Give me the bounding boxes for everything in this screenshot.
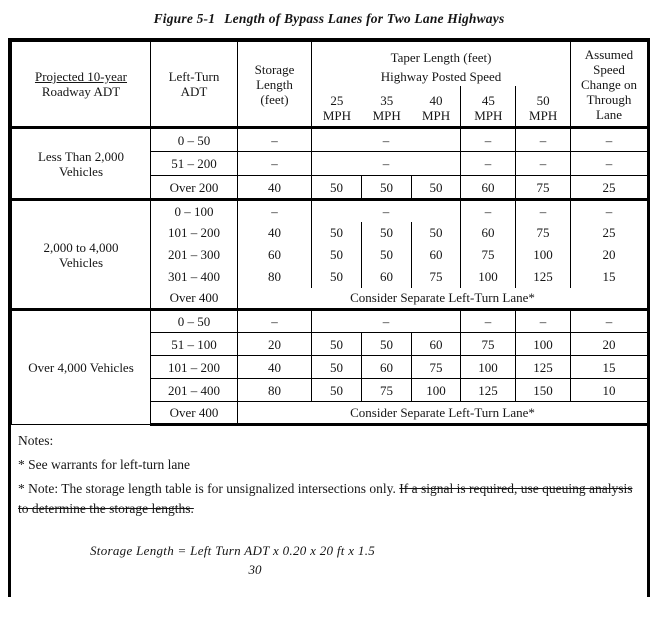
- storage-value: 20: [238, 333, 312, 356]
- col-header-roadway-adt: [12, 42, 151, 128]
- speed-value: 35: [380, 92, 394, 108]
- note-storage-length: [18, 479, 639, 519]
- col-header-taper-length: [312, 42, 571, 128]
- taper-25-40-value: –: [312, 152, 461, 176]
- storage-line3: (feet): [260, 91, 289, 107]
- left-turn-line2: ADT: [180, 84, 208, 99]
- figure-box: [8, 38, 650, 597]
- taper-45-value: 100: [461, 266, 516, 288]
- left-turn-range: Over 400: [151, 288, 238, 310]
- taper-50-value: 150: [516, 379, 571, 402]
- assumed-line: Speed: [593, 61, 625, 77]
- group-label-line: Over 4,000 Vehicles: [28, 360, 134, 375]
- taper-50-value: –: [516, 200, 571, 222]
- speed-value: 45: [481, 92, 495, 108]
- taper-45-value: –: [461, 200, 516, 222]
- speed-value: 40: [429, 92, 443, 108]
- taper-35-value: 60: [362, 356, 412, 379]
- taper-50-value: 125: [516, 266, 571, 288]
- speed-header-35mph: [362, 86, 412, 126]
- storage-line2: Length: [256, 76, 293, 92]
- taper-header-stack: [312, 43, 570, 126]
- table-header-row: [12, 42, 648, 128]
- speed-change-value: 25: [571, 176, 648, 200]
- left-turn-range: 101 – 200: [151, 356, 238, 379]
- table-row: [12, 310, 648, 333]
- taper-45-value: 60: [461, 176, 516, 200]
- speed-change-value: 10: [571, 379, 648, 402]
- left-turn-range: 201 – 300: [151, 244, 238, 266]
- taper-25-40-value: –: [312, 310, 461, 333]
- assumed-line: Change on: [581, 76, 637, 92]
- left-turn-range: 101 – 200: [151, 222, 238, 244]
- taper-25-value: 50: [312, 222, 362, 244]
- taper-40-value: 60: [412, 333, 461, 356]
- left-turn-range: Over 200: [151, 176, 238, 200]
- storage-line1: Storage: [254, 61, 295, 77]
- speed-change-value: –: [571, 128, 648, 152]
- taper-35-value: 60: [362, 266, 412, 288]
- left-turn-range: 301 – 400: [151, 266, 238, 288]
- storage-value: 40: [238, 356, 312, 379]
- left-turn-range: 0 – 50: [151, 310, 238, 333]
- table-row: [12, 200, 648, 222]
- taper-50-value: –: [516, 310, 571, 333]
- left-turn-range: 51 – 200: [151, 152, 238, 176]
- left-turn-range: Over 400: [151, 402, 238, 425]
- taper-25-value: 50: [312, 266, 362, 288]
- storage-value: –: [238, 200, 312, 222]
- speed-header-40mph: [412, 86, 461, 126]
- bypass-lane-table: [11, 41, 648, 426]
- left-turn-range: 0 – 100: [151, 200, 238, 222]
- taper-45-value: 60: [461, 222, 516, 244]
- storage-value: –: [238, 152, 312, 176]
- taper-35-value: 50: [362, 333, 412, 356]
- taper-40-value: 50: [412, 222, 461, 244]
- figure-title: [0, 0, 658, 27]
- speed-change-value: –: [571, 152, 648, 176]
- taper-50-value: 75: [516, 222, 571, 244]
- notes-heading: Notes:: [18, 433, 54, 448]
- speed-header-25mph: [312, 86, 362, 126]
- note-warrants: * See warrants for left-turn lane: [18, 457, 191, 472]
- speed-unit: MPH: [372, 107, 401, 123]
- storage-value: –: [238, 310, 312, 333]
- taper-45-value: 100: [461, 356, 516, 379]
- speed-unit: MPH: [529, 107, 558, 123]
- taper-45-value: –: [461, 310, 516, 333]
- figure-title-number: Figure 5-1: [153, 11, 216, 26]
- taper-25-value: 50: [312, 176, 362, 200]
- adt-group-label-over-4000: [12, 310, 151, 425]
- col-header-assumed-speed-change: [571, 42, 648, 128]
- assumed-line: Lane: [596, 106, 622, 122]
- taper-40-value: 60: [412, 244, 461, 266]
- note-storage-plain: * Note: The storage length table is for unsignalized intersections only.: [18, 481, 400, 496]
- taper-50-value: 100: [516, 244, 571, 266]
- speed-columns-header: [312, 86, 570, 126]
- speed-value: 50: [536, 92, 550, 108]
- taper-40-value: 75: [412, 266, 461, 288]
- consider-separate-lane-note: Consider Separate Left-Turn Lane*: [238, 288, 648, 310]
- left-turn-range: 0 – 50: [151, 128, 238, 152]
- taper-40-value: 100: [412, 379, 461, 402]
- speed-change-value: –: [571, 200, 648, 222]
- assumed-line: Through: [586, 91, 632, 107]
- assumed-line: Assumed: [584, 46, 634, 62]
- speed-change-value: 15: [571, 356, 648, 379]
- taper-25-value: 50: [312, 244, 362, 266]
- group-label-line: Less Than 2,000: [37, 148, 125, 164]
- page-number: 30: [248, 562, 262, 577]
- taper-35-value: 50: [362, 244, 412, 266]
- storage-value: 80: [238, 379, 312, 402]
- taper-50-value: 75: [516, 176, 571, 200]
- taper-25-value: 50: [312, 333, 362, 356]
- taper-45-value: –: [461, 128, 516, 152]
- taper-45-value: –: [461, 152, 516, 176]
- taper-50-value: –: [516, 152, 571, 176]
- taper-length-title: Taper Length (feet): [390, 49, 492, 65]
- speed-unit: MPH: [421, 107, 451, 123]
- taper-50-value: 125: [516, 356, 571, 379]
- taper-45-value: 125: [461, 379, 516, 402]
- col-header-left-turn-adt: [151, 42, 238, 128]
- table-row: [12, 128, 648, 152]
- note-storage-strikethrough: If a signal is required, use queuing analysis to determine the storage lengths.: [18, 481, 633, 516]
- left-turn-range: 51 – 100: [151, 333, 238, 356]
- speed-value: 25: [330, 92, 344, 108]
- taper-40-value: 50: [412, 176, 461, 200]
- storage-value: 60: [238, 244, 312, 266]
- figure-title-text: Length of Bypass Lanes for Two Lane Highways: [224, 11, 505, 26]
- adt-group-label-less-2000: [12, 128, 151, 200]
- taper-40-value: 75: [412, 356, 461, 379]
- taper-50-value: 100: [516, 333, 571, 356]
- highway-posted-speed-label: Highway Posted Speed: [380, 68, 502, 84]
- storage-value: 40: [238, 176, 312, 200]
- taper-25-40-value: –: [312, 128, 461, 152]
- taper-50-value: –: [516, 128, 571, 152]
- left-turn-range: 201 – 400: [151, 379, 238, 402]
- group-label-line: 2,000 to 4,000: [43, 239, 119, 255]
- speed-change-value: 20: [571, 244, 648, 266]
- storage-value: 80: [238, 266, 312, 288]
- speed-change-value: –: [571, 310, 648, 333]
- adt-group-label-2000-4000: [12, 200, 151, 310]
- roadway-adt-line1: Projected 10-year: [34, 69, 128, 84]
- storage-value: –: [238, 128, 312, 152]
- taper-35-value: 75: [362, 379, 412, 402]
- col-header-storage-length: [238, 42, 312, 128]
- group-label-line: Vehicles: [58, 163, 104, 179]
- speed-unit: MPH: [322, 107, 351, 123]
- speed-unit: MPH: [474, 107, 503, 123]
- taper-35-value: 50: [362, 222, 412, 244]
- taper-45-value: 75: [461, 244, 516, 266]
- speed-change-value: 15: [571, 266, 648, 288]
- notes-section: [11, 426, 647, 578]
- storage-length-formula: Storage Length = Left Turn ADT x 0.20 x 20 ft x 1.5: [90, 543, 376, 558]
- taper-25-value: 50: [312, 356, 362, 379]
- speed-header-45mph: [460, 86, 515, 126]
- storage-value: 40: [238, 222, 312, 244]
- taper-35-value: 50: [362, 176, 412, 200]
- consider-separate-lane-note: Consider Separate Left-Turn Lane*: [238, 402, 648, 425]
- speed-header-50mph: [515, 86, 570, 126]
- speed-change-value: 20: [571, 333, 648, 356]
- left-turn-line1: Left-Turn: [168, 69, 220, 84]
- taper-45-value: 75: [461, 333, 516, 356]
- speed-change-value: 25: [571, 222, 648, 244]
- taper-25-40-value: –: [312, 200, 461, 222]
- roadway-adt-line2: Roadway ADT: [41, 84, 121, 99]
- taper-25-value: 50: [312, 379, 362, 402]
- group-label-line: Vehicles: [58, 254, 104, 270]
